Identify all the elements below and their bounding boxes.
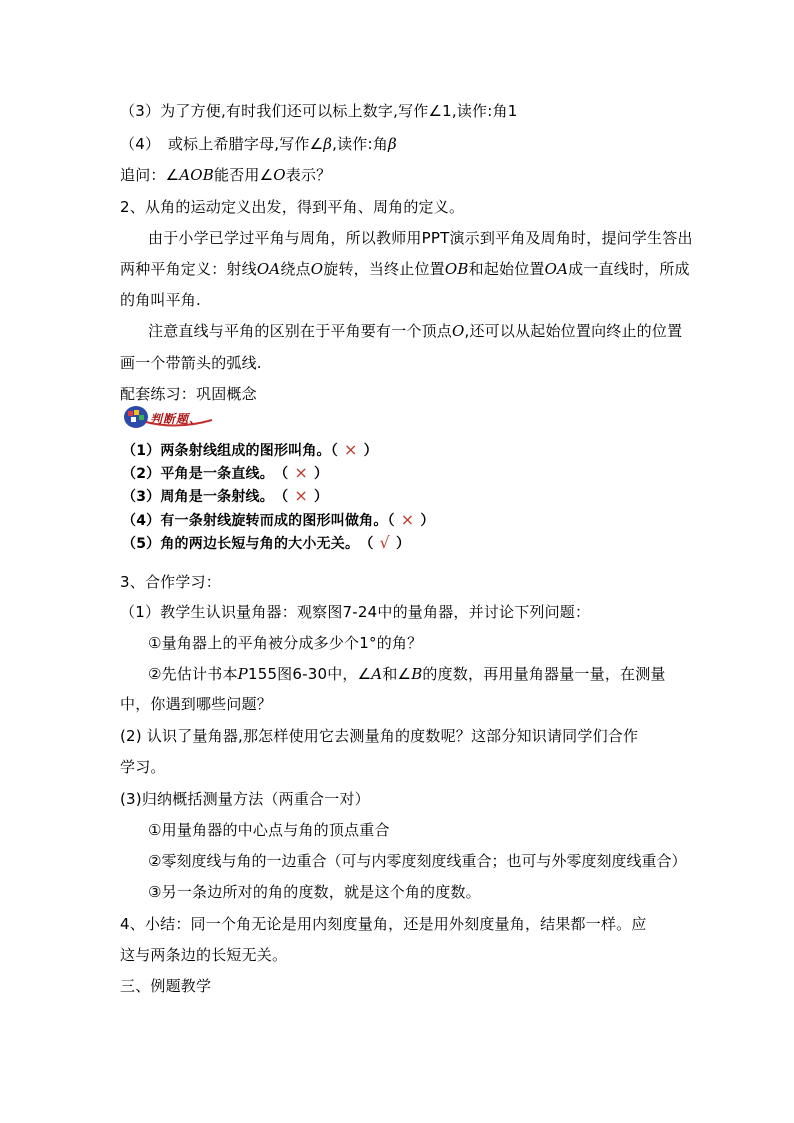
text-span: ,读作:角: [332, 135, 388, 153]
question-text: （1）两条射线组成的图形叫角。（: [122, 443, 338, 459]
text-span: 能否用∠: [214, 166, 274, 184]
paren-close: ）: [420, 513, 435, 529]
cross-mark: ×: [400, 510, 415, 529]
text-span: 两种平角定义：射线: [120, 260, 257, 278]
text-span: ②先估计书本: [148, 665, 238, 683]
text-line: 学习。: [120, 758, 166, 776]
paren-close: ）: [313, 489, 329, 505]
check-mark: √: [379, 533, 390, 552]
cross-mark: ×: [343, 440, 358, 459]
text-span: 成一直线时，所成: [568, 260, 690, 278]
text-line: [120, 259, 690, 279]
text-line: （1）教学生认识量角器：观察图7-24中的量角器，并讨论下列问题：: [120, 603, 591, 621]
math-symbol: B: [411, 665, 423, 683]
question-text: （2）平角是一条直线。 （: [122, 466, 289, 482]
cross-mark: ×: [294, 463, 308, 482]
text-line: [148, 664, 666, 684]
list-item: [122, 486, 328, 507]
text-span: 和∠: [382, 665, 412, 683]
text-line: （3）为了方便,有时我们还可以标上数字,写作∠1,读作:角1: [120, 102, 518, 120]
math-symbol: OB: [444, 260, 469, 278]
section-heading: 4、小结：同一个角无论是用内刻度量角，还是用外刻度量角，结果都一样。应: [120, 915, 647, 933]
text-line: ①用量角器的中心点与角的顶点重合: [148, 821, 390, 839]
block-icon: [139, 415, 144, 420]
judgment-banner: [122, 404, 214, 430]
block-icon: [128, 411, 133, 416]
text-line: 配套练习：巩固概念: [120, 385, 257, 403]
text-line: [120, 134, 397, 154]
text-line: 画一个带箭头的弧线.: [120, 354, 262, 372]
text-line: 由于小学已学过平角与周角，所以教师用PPT演示到平角及周角时，提问学生答出: [148, 229, 693, 247]
question-text: （4）有一条射线旋转而成的图形叫做角。（: [122, 513, 395, 529]
section-heading: 2、从角的运动定义出发，得到平角、周角的定义。: [120, 198, 465, 216]
text-span: 绕点: [280, 260, 311, 278]
cross-mark: ×: [294, 486, 308, 505]
text-span: （4） 或标上希腊字母,写作∠: [120, 135, 324, 153]
text-line: 中，你遇到哪些问题？: [120, 695, 273, 713]
math-symbol: A: [371, 665, 383, 683]
section-heading: 3、合作学习：: [120, 573, 221, 591]
block-icon: [134, 410, 139, 415]
text-line: (3)归纳概括测量方法（两重合一对）: [120, 790, 370, 808]
math-symbol: β: [387, 135, 397, 153]
list-item: [122, 510, 435, 531]
math-symbol: O: [273, 166, 286, 184]
text-span: ,还可以从起始位置向终止的位置: [464, 322, 683, 340]
list-item: [122, 440, 378, 461]
math-symbol: β: [323, 135, 333, 153]
block-icon: [131, 417, 136, 422]
list-item: [122, 463, 328, 484]
text-line: ③另一条边所对的角的度数，就是这个角的度数。: [148, 883, 481, 901]
math-symbol: O: [310, 260, 324, 278]
text-line: 这与两条边的长短无关。: [120, 946, 288, 964]
math-symbol: OA: [544, 260, 569, 278]
paren-close: ）: [395, 536, 411, 552]
text-span: 注意直线与平角的区别在于平角要有一个顶点: [148, 322, 453, 340]
math-symbol: P: [237, 665, 248, 683]
text-line: ①量角器上的平角被分成多少个1°的角？: [148, 634, 423, 652]
text-line: [148, 321, 682, 341]
question-text: （5）角的两边长短与角的大小无关。 （: [122, 536, 374, 552]
text-span: 和起始位置: [468, 260, 545, 278]
text-line: ②零刻度线与角的一边重合（可与内零度刻度线重合；也可与外零度刻度线重合）: [148, 852, 687, 870]
paren-close: ）: [313, 466, 329, 482]
section-heading: 三、例题教学: [120, 977, 212, 995]
math-symbol: AOB: [179, 166, 215, 184]
math-symbol: OA: [256, 260, 281, 278]
text-span: 的度数，再用量角器量一量，在测量: [422, 665, 666, 683]
text-span: 表示？: [285, 166, 332, 184]
math-symbol: O: [452, 322, 465, 340]
banner-title: 判断题、: [150, 412, 203, 426]
paren-close: ）: [363, 443, 378, 459]
text-span: 旋转，当终止位置: [323, 260, 445, 278]
text-span: 155图6-30中，∠: [247, 665, 372, 683]
text-line: [120, 165, 331, 185]
text-line: (2) 认识了量角器,那怎样使用它去测量角的度数呢？这部分知识请同学们合作: [120, 727, 639, 745]
text-line: 的角叫平角.: [120, 291, 201, 309]
question-text: （3）周角是一条射线。 （: [122, 489, 289, 505]
text-span: 追问：∠: [120, 166, 180, 184]
list-item: [122, 533, 410, 554]
